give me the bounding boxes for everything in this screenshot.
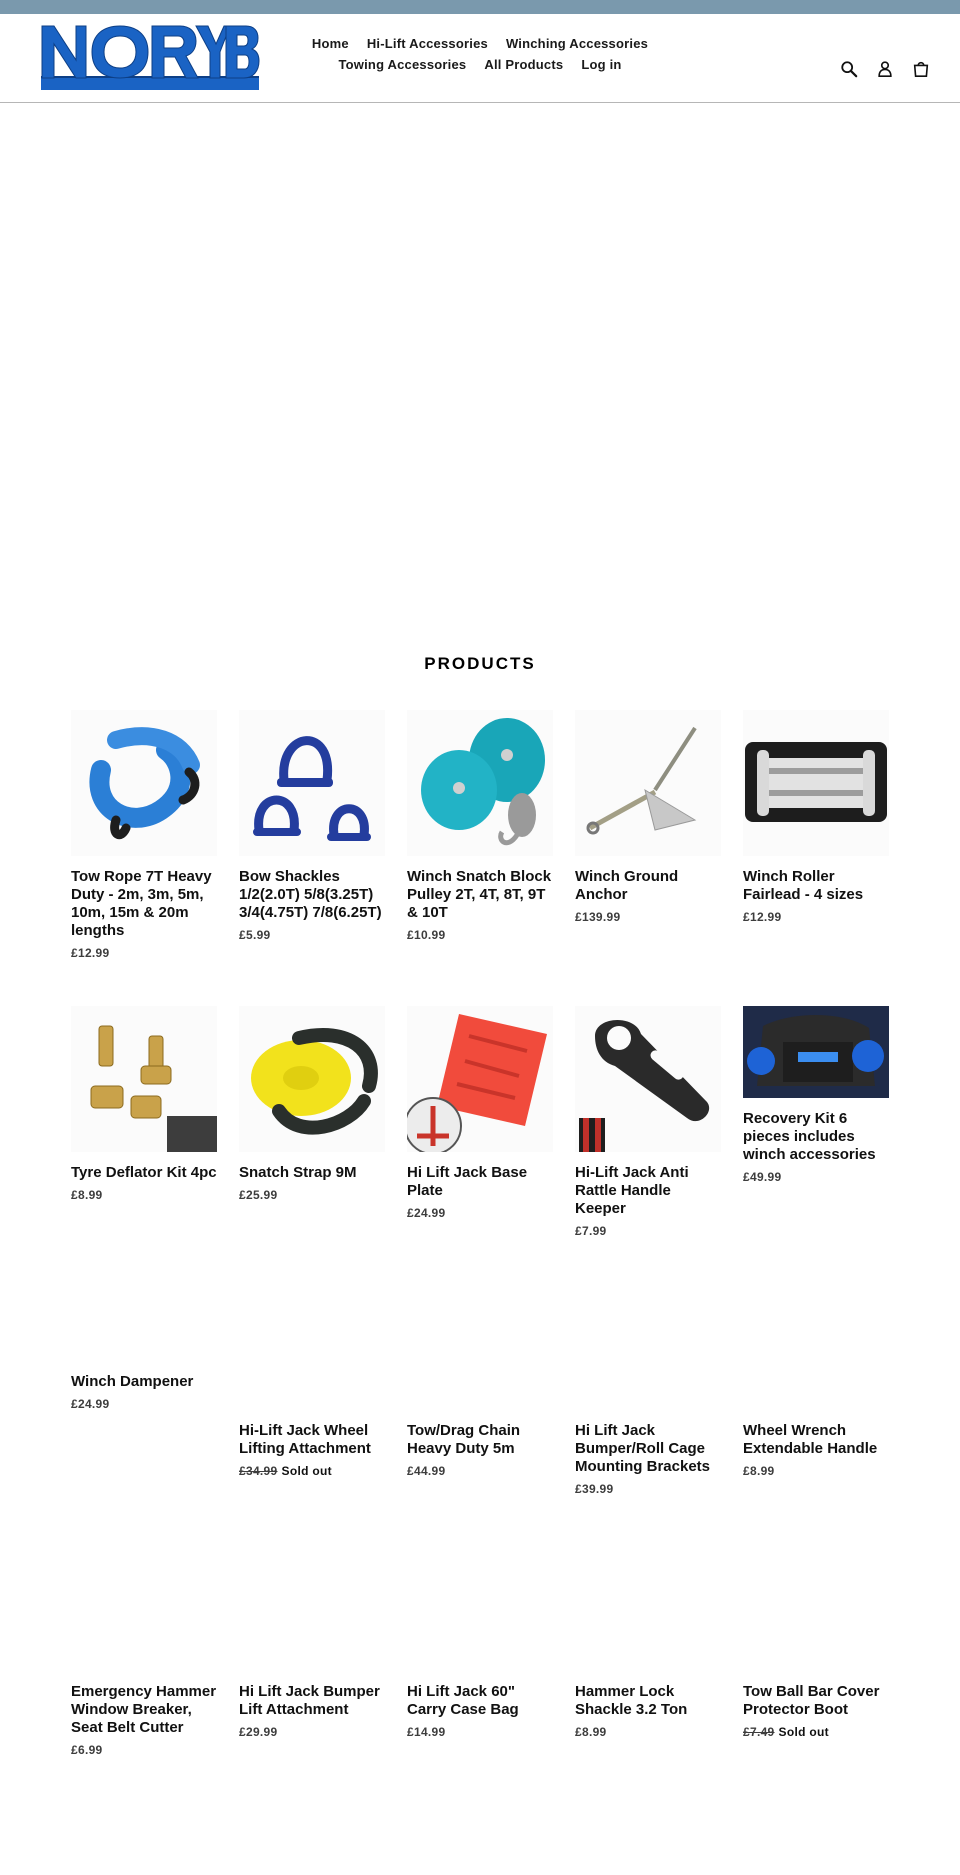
product-price: £8.99 (743, 1464, 775, 1478)
product-price: £8.99 (71, 1188, 103, 1202)
product-price: £24.99 (71, 1397, 110, 1411)
product-card[interactable] (239, 710, 385, 942)
product-card[interactable] (71, 1683, 217, 1757)
product-price: £39.99 (575, 1482, 614, 1496)
product-price: £49.99 (743, 1170, 782, 1184)
product-card[interactable] (71, 1373, 217, 1411)
product-price: £24.99 (407, 1206, 446, 1220)
account-icon[interactable] (876, 60, 894, 78)
product-price: £139.99 (575, 910, 621, 924)
product-card[interactable] (71, 1006, 217, 1202)
product-card[interactable] (407, 1006, 553, 1220)
product-title: Winch Dampener (71, 1373, 194, 1390)
product-price: £8.99 (575, 1725, 607, 1739)
product-card[interactable] (743, 1683, 889, 1739)
product-price: £12.99 (71, 946, 110, 960)
product-card[interactable] (239, 1683, 385, 1739)
product-price: £12.99 (743, 910, 782, 924)
product-price: £14.99 (407, 1725, 446, 1739)
product-price (743, 1725, 889, 1739)
product-card[interactable] (407, 1683, 553, 1739)
nav-link-home[interactable]: Home (311, 36, 349, 51)
sold-out-label: Sold out (778, 1725, 829, 1739)
sold-out-label: Sold out (281, 1464, 332, 1478)
compare-at-price: £34.99 (239, 1464, 278, 1478)
product-image-red-base-plate (407, 1006, 553, 1152)
product-price: £6.99 (71, 1743, 103, 1757)
product-title: Hi-Lift Jack Wheel Lifting Attachment (239, 1422, 371, 1457)
product-card[interactable] (575, 710, 721, 924)
main-nav (290, 36, 670, 78)
product-title: Recovery Kit 6 pieces includes winch accessories (743, 1110, 876, 1163)
announcement-bar (0, 0, 960, 14)
product-title: Tow/Drag Chain Heavy Duty 5m (407, 1422, 521, 1457)
product-title: Winch Snatch Block Pulley 2T, 4T, 8T, 9T & 10T (407, 868, 552, 921)
product-image-black-handle-keeper (575, 1006, 721, 1152)
product-image-brass-tyre-deflators (71, 1006, 217, 1152)
product-title: Emergency Hammer Window Breaker, Seat Belt Cutter (71, 1683, 217, 1736)
product-image-ground-anchor (575, 710, 721, 856)
product-price (239, 1464, 385, 1478)
product-price: £29.99 (239, 1725, 278, 1739)
product-title: Tyre Deflator Kit 4pc (71, 1164, 217, 1181)
product-price: £7.99 (575, 1224, 607, 1238)
product-title: Bow Shackles 1/2(2.0T) 5/8(3.25T) 3/4(4.75T) 7/8(6.25T) (239, 868, 382, 921)
product-grid (0, 710, 960, 1830)
product-card[interactable] (743, 1422, 889, 1478)
product-image-blue-tow-strap (71, 710, 217, 856)
compare-at-price: £7.49 (743, 1725, 775, 1739)
product-image-recovery-kit-bag (743, 1006, 889, 1098)
product-card[interactable] (407, 1422, 553, 1478)
product-card[interactable] (575, 1683, 721, 1739)
product-card[interactable] (407, 710, 553, 942)
product-price: £44.99 (407, 1464, 446, 1478)
product-card[interactable] (743, 1006, 889, 1184)
product-title: Hammer Lock Shackle 3.2 Ton (575, 1683, 688, 1718)
product-title: Wheel Wrench Extendable Handle (743, 1422, 878, 1457)
nav-link-all-products[interactable]: All Products (484, 57, 564, 72)
product-image-teal-snatch-blocks (407, 710, 553, 856)
product-card[interactable] (239, 1422, 385, 1478)
product-price: £5.99 (239, 928, 271, 942)
product-price: £10.99 (407, 928, 446, 942)
product-title: Winch Ground Anchor (575, 868, 679, 903)
product-image-roller-fairlead (743, 710, 889, 856)
brand-logo[interactable] (40, 24, 260, 92)
product-title: Tow Rope 7T Heavy Duty - 2m, 3m, 5m, 10m, 15m & 20m lengths (71, 868, 212, 939)
noryb-logo-image (40, 24, 260, 92)
nav-link-towing-accessories[interactable]: Towing Accessories (338, 57, 467, 72)
product-title: Hi Lift Jack 60" Carry Case Bag (407, 1683, 519, 1718)
product-card[interactable] (743, 710, 889, 924)
nav-link-hi-lift-accessories[interactable]: Hi-Lift Accessories (366, 36, 488, 51)
product-title: Hi Lift Jack Base Plate (407, 1164, 528, 1199)
product-image-yellow-snatch-strap (239, 1006, 385, 1152)
nav-link-log-in[interactable]: Log in (581, 57, 622, 72)
product-title: Snatch Strap 9M (239, 1164, 357, 1181)
product-card[interactable] (575, 1006, 721, 1238)
hero-banner-area (0, 103, 960, 654)
cart-icon[interactable] (912, 60, 930, 78)
search-icon[interactable] (840, 60, 858, 78)
product-image-blue-bow-shackles (239, 710, 385, 856)
nav-link-winching-accessories[interactable]: Winching Accessories (505, 36, 649, 51)
product-card[interactable] (239, 1006, 385, 1202)
main-nav-row-1 (290, 36, 670, 51)
product-title: Hi Lift Jack Bumper Lift Attachment (239, 1683, 380, 1718)
main-nav-row-2 (290, 57, 670, 72)
product-title: Hi-Lift Jack Anti Rattle Handle Keeper (575, 1164, 689, 1217)
product-title: Hi Lift Jack Bumper/Roll Cage Mounting Brackets (575, 1422, 711, 1475)
product-card[interactable] (575, 1422, 721, 1496)
product-card[interactable] (71, 710, 217, 960)
product-title: Winch Roller Fairlead - 4 sizes (743, 868, 864, 903)
product-title: Tow Ball Bar Cover Protector Boot (743, 1683, 880, 1718)
product-price: £25.99 (239, 1188, 278, 1202)
products-section-title: PRODUCTS (424, 654, 536, 673)
header-icons (840, 60, 930, 78)
site-header (0, 14, 960, 103)
